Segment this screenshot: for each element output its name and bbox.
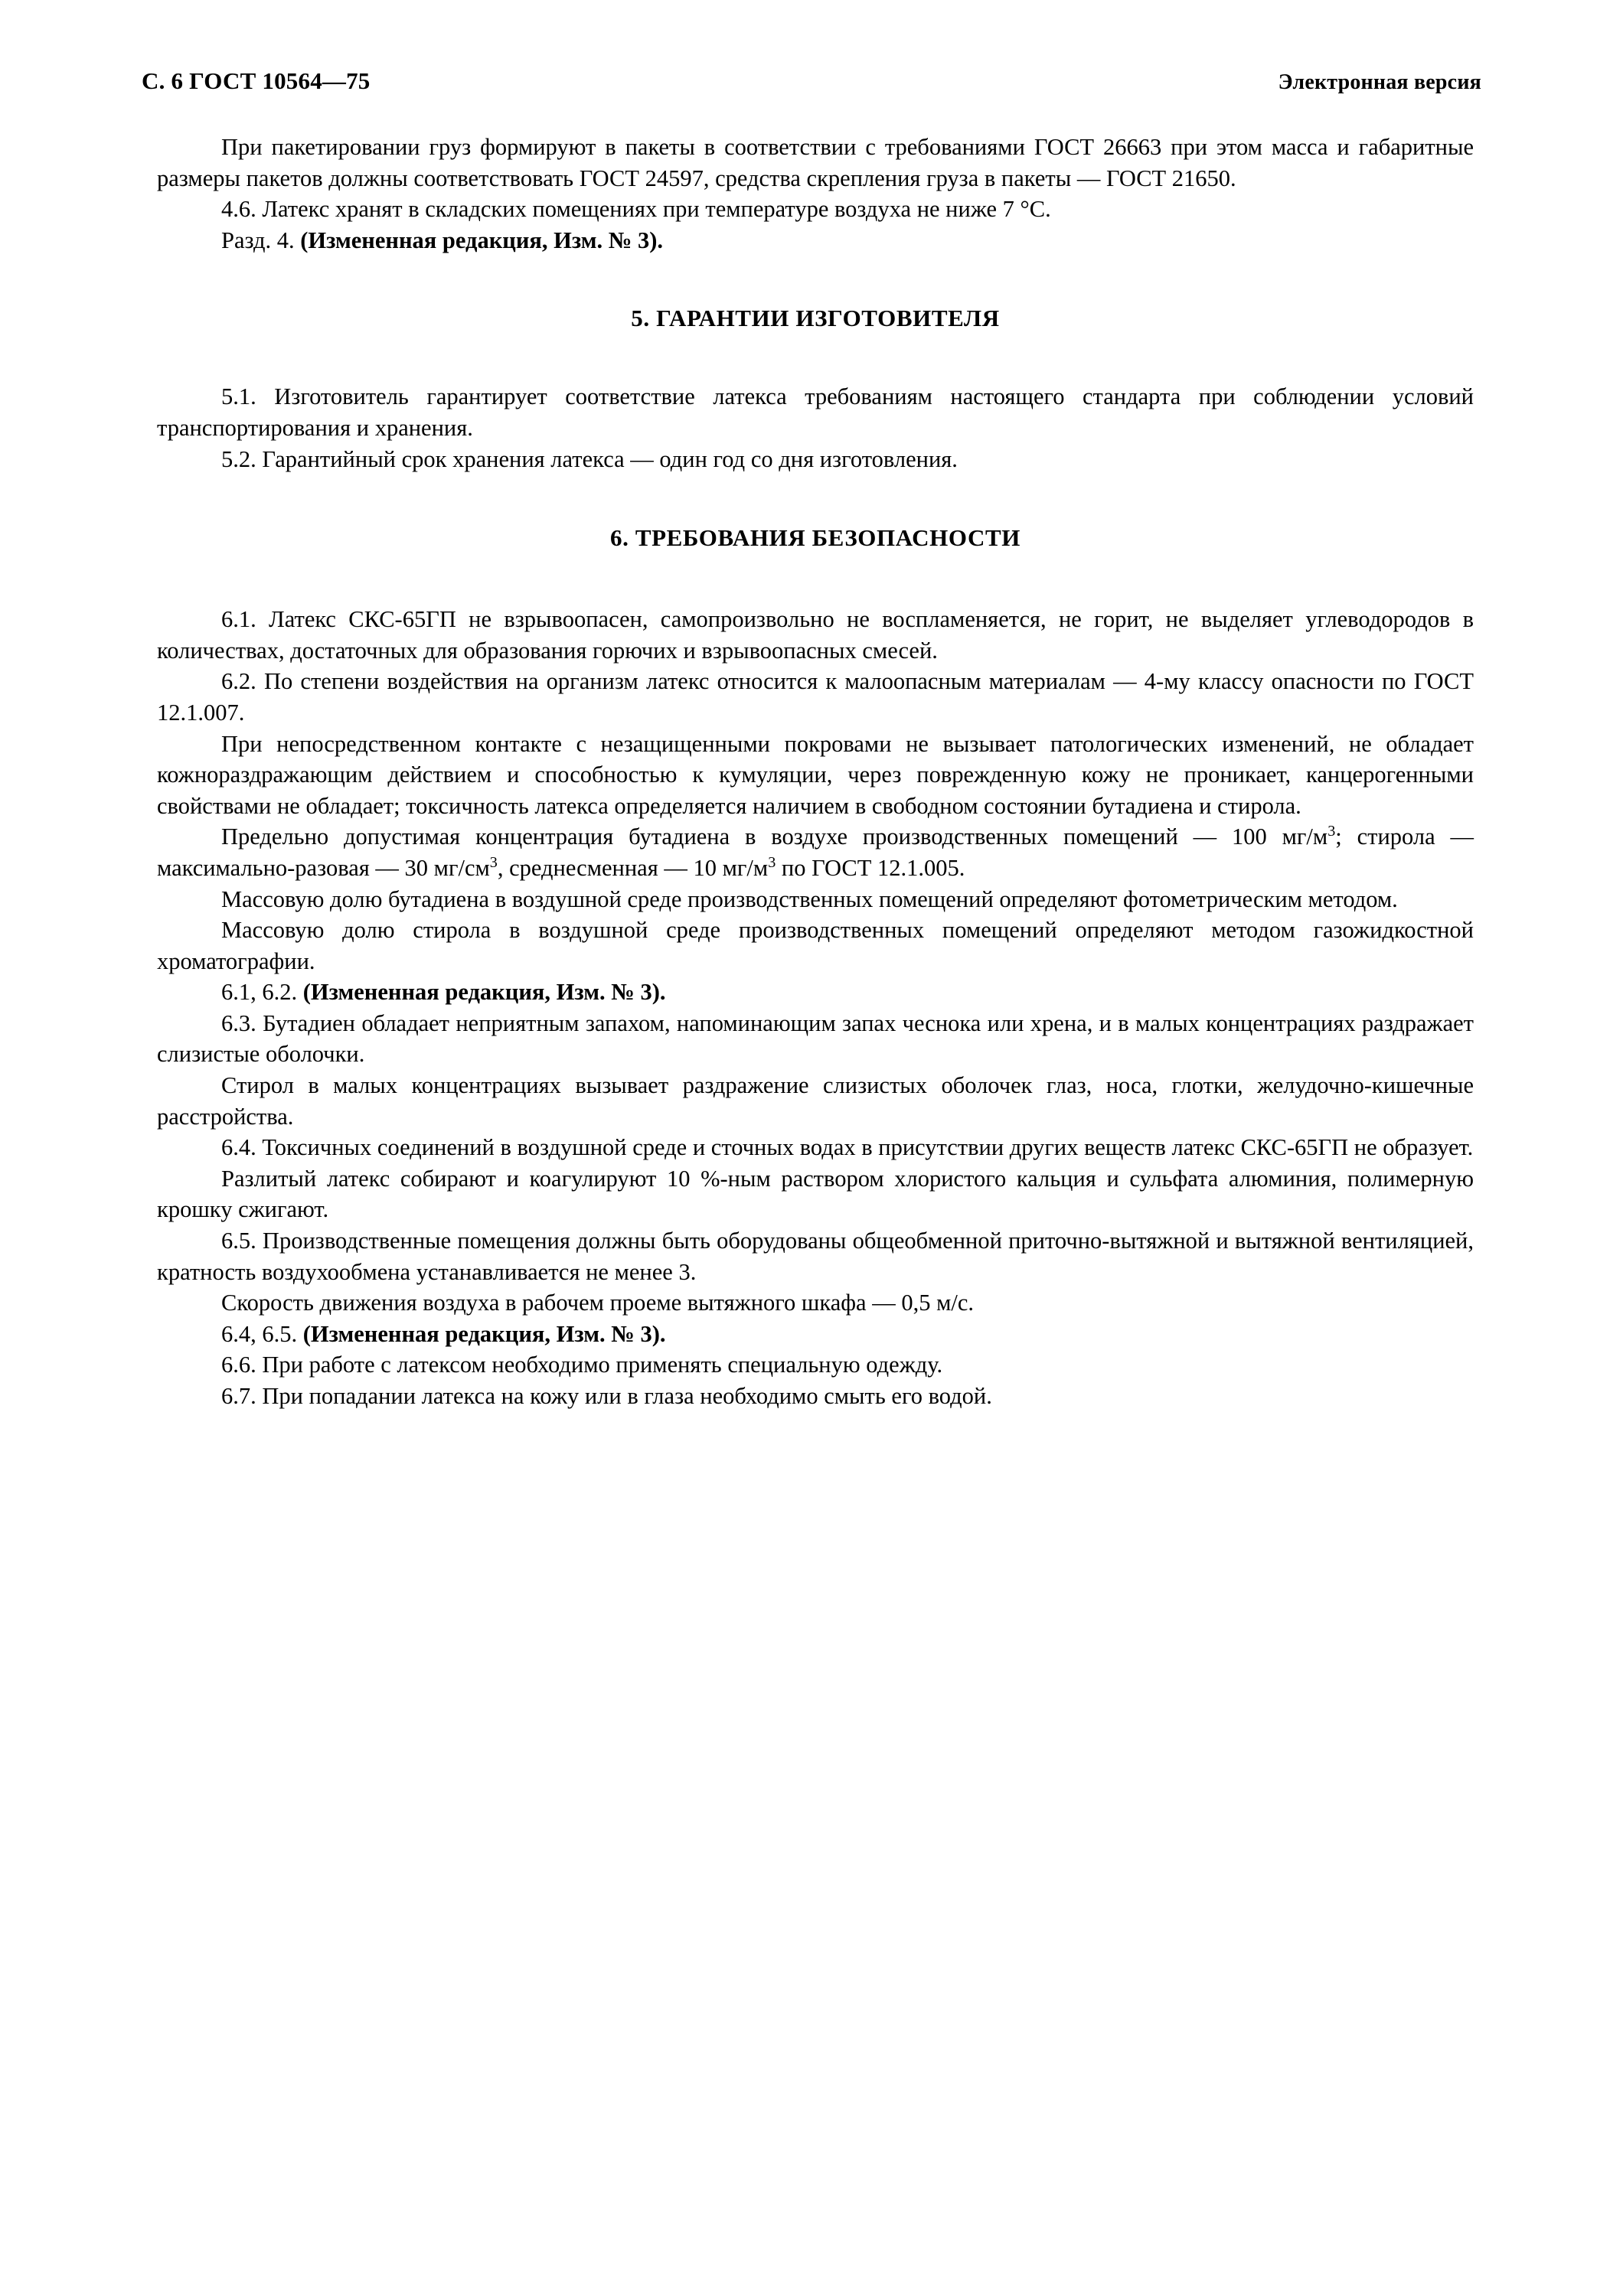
paragraph-air-speed: Скорость движения воздуха в рабочем проеме вытяжного шкафа — 0,5 м/с. [221,1290,975,1316]
spacer [157,256,1474,303]
mac-shift-value: 10 [693,854,717,881]
mac-styrene-intro: ; стирола — максимально-разовая — [157,823,1474,881]
amendment-note-6-1-6-2: (Измененная редакция, Изм. № 3). [302,979,666,1006]
heading-section-6: 6. ТРЕБОВАНИЯ БЕЗОПАСНОСТИ [610,524,1020,552]
paragraph-4-6: 4.6. Латекс хранят в складских помещениях при температуре воздуха не ниже 7 °С. [221,196,1051,223]
mac-butadiene-unit: мг/м [1282,823,1328,850]
paragraph-razdel-4-amendment [157,225,1474,256]
mac-butadiene-value: 100 [1232,823,1267,850]
mac-shift-intro: , среднесменная — [497,854,694,881]
spacer [157,553,1474,604]
amendment-6-4-6-5-label: 6.4, 6.5. [221,1320,303,1347]
mac-styrene-peak-exponent: 3 [489,853,498,871]
page-number-and-standard: С. 6 ГОСТ 10564—75 [142,67,371,94]
mac-shift-exponent: 3 [768,853,776,871]
paragraph-spilled-latex: Разлитый латекс собирают и коагулируют 10 %-ным раствором хлористого кальция и сульфата алюминия, полимерную крошку сжигают. [157,1165,1474,1223]
paragraph-amendment-6-4-6-5 [157,1319,1474,1350]
paragraph-5-1: 5.1. Изготовитель гарантирует соответствие латекса требованиям настоящего стандарта при соблюдении условий транспортирования и хранения. [157,383,1474,441]
running-header [142,67,1481,98]
amendment-note-6-4-6-5: (Измененная редакция, Изм. № 3). [302,1320,666,1347]
spacer [157,475,1474,523]
paragraph-6-5: 6.5. Производственные помещения должны быть оборудованы общеобменной приточно-вытяжной и вытяжной вентиляцией, кратность воздухообмена устанавливается не менее 3. [157,1228,1474,1285]
paragraph-6-6: 6.6. При работе с латексом необходимо применять специальную одежду. [221,1352,943,1378]
amendment-note-razdel-4: (Измененная редакция, Изм. № 3). [300,227,664,253]
paragraph-direct-contact: При непосредственном контакте с незащищенными покровами не вызывает патологических изменений, не обладает кожнораздражающим действием и способностью к кумуляции, через поврежденную кожу не проникает, канцерогенными свойствами не обладает; токсичность латекса определяется наличием в свободном состоянии бутадиена и стирола. [157,730,1474,819]
paragraph-styrene-low-concentration: Стирол в малых концентрациях вызывает раздражение слизистых оболочек глаз, носа, глотки, желудочно-кишечные расстройства. [157,1072,1474,1130]
paragraph-packaging: При пакетировании груз формируют в пакеты в соответствии с требованиями ГОСТ 26663 при этом масса и габаритные размеры пакетов должны соответствовать ГОСТ 24597, средства скрепления груза в пакеты — ГОСТ 21650. [157,134,1474,191]
paragraph-6-7: 6.7. При попадании латекса на кожу или в глаза необходимо смыть его водой. [221,1383,992,1409]
paragraph-6-3: 6.3. Бутадиен обладает неприятным запахом, напоминающим запах чеснока или хрена, и в малых концентрациях раздражает слизистые оболочки. [157,1009,1474,1068]
mac-standard-reference: по ГОСТ 12.1.005. [776,854,965,881]
electronic-version-mark: Электронная версия [1278,70,1481,94]
paragraph-butadiene-method: Массовую долю бутадиена в воздушной среде производственных помещений определяют фотометрическим методом. [221,885,1398,912]
paragraph-amendment-6-1-6-2 [157,977,1474,1008]
paragraph-max-allowable-concentration [157,821,1474,883]
paragraph-6-2: 6.2. По степени воздействия на организм латекс относится к малоопасным материалам — 4-му классу опасности по ГОСТ 12.1.007. [157,668,1474,726]
document-body [157,132,1474,1412]
mac-styrene-peak-unit: мг/см [433,854,490,881]
razdel-4-label: Разд. 4. [221,227,301,253]
mac-intro-text: Предельно допустимая концентрация бутадиена в воздухе производственных помещений — [221,823,1233,850]
paragraph-5-2: 5.2. Гарантийный срок хранения латекса — один год со дня изготовления. [221,445,958,472]
mac-styrene-peak-value: 30 [404,854,429,881]
spacer [157,334,1474,381]
mac-shift-unit: мг/м [722,854,769,881]
paragraph-6-4: 6.4. Токсичных соединений в воздушной среде и сточных водах в присутствии других веществ латекс СКС-65ГП не образует. [221,1134,1474,1161]
amendment-6-1-6-2-label: 6.1, 6.2. [221,979,303,1006]
heading-section-5: 5. ГАРАНТИИ ИЗГОТОВИТЕЛЯ [631,305,1000,332]
mac-butadiene-exponent: 3 [1327,823,1336,840]
paragraph-styrene-method: Массовую долю стирола в воздушной среде производственных помещений определяют методом газожидкостной хроматографии. [157,917,1474,974]
paragraph-6-1: 6.1. Латекс СКС-65ГП не взрывоопасен, самопроизвольно не воспламеняется, не горит, не выделяет углеводородов в количествах, достаточных для образования горючих и взрывоопасных смесей. [157,606,1474,664]
